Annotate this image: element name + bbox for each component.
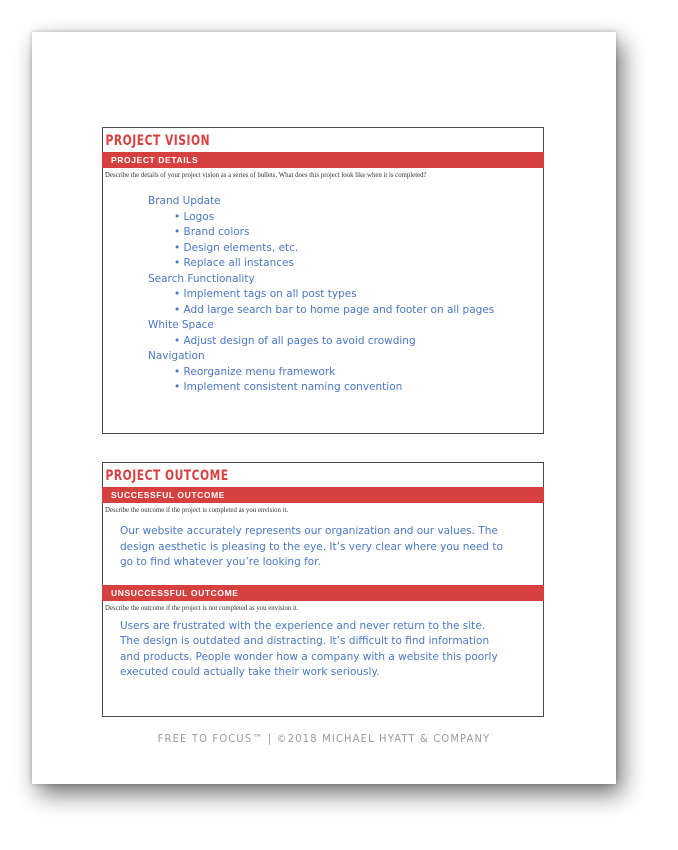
text-line: design aesthetic is pleasing to the eye. It’s very clear where you need to — [120, 540, 503, 553]
project-vision-section — [102, 127, 544, 434]
list-item: • Implement consistent naming convention — [174, 381, 403, 393]
project-outcome-section — [102, 462, 544, 717]
list-item: • Logos — [174, 210, 215, 223]
document-page — [32, 32, 616, 784]
instruction-text: Describe the details of your project vision as a series of bullets. What does this project look like when it is completed? — [105, 172, 427, 179]
text-line: Our website accurately represents our organization and our values. The — [120, 525, 498, 537]
section-bar: UNSUCCESSFUL OUTCOME — [102, 585, 544, 601]
list-heading: White Space — [148, 319, 214, 331]
instruction-text: Describe the outcome if the project is not completed as you envision it. — [105, 604, 299, 612]
list-item: • Replace all instances — [174, 257, 294, 269]
section-bar: SUCCESSFUL OUTCOME — [102, 487, 544, 503]
list-heading: Navigation — [148, 350, 205, 362]
list-heading: Brand Update — [148, 195, 221, 207]
successful-outcome-text — [103, 519, 543, 571]
section-title: PROJECT VISION — [105, 133, 211, 149]
list-item: • Add large search bar to home page and footer on all pages — [174, 303, 495, 316]
list-item: • Implement tags on all post types — [174, 288, 357, 300]
text-line: and products. People wonder how a company with a website this poorly — [120, 650, 498, 663]
list-heading: Search Functionality — [148, 272, 255, 285]
text-line: executed could actually take their work seriously. — [120, 666, 380, 678]
list-item: • Reorganize menu framework — [174, 365, 336, 378]
section-title: PROJECT OUTCOME — [105, 468, 229, 484]
page-footer: FREE TO FOCUS™ | ©2018 MICHAEL HYATT & COMPANY — [157, 732, 491, 745]
list-item: • Design elements, etc. — [174, 241, 299, 254]
unsuccessful-outcome-text — [103, 617, 543, 681]
list-item: • Brand colors — [174, 226, 250, 238]
list-item: • Adjust design of all pages to avoid crowding — [174, 334, 416, 347]
instruction-text: Describe the outcome if the project is completed as you envision it. — [105, 507, 289, 514]
section-bar: PROJECT DETAILS — [102, 152, 544, 168]
vision-bullet-list — [103, 184, 543, 396]
text-line: The design is outdated and distracting. It’s difficult to find information — [120, 635, 490, 647]
text-line: go to find whatever you’re looking for. — [120, 556, 321, 568]
text-line: Users are frustrated with the experience and never return to the site. — [120, 619, 486, 632]
